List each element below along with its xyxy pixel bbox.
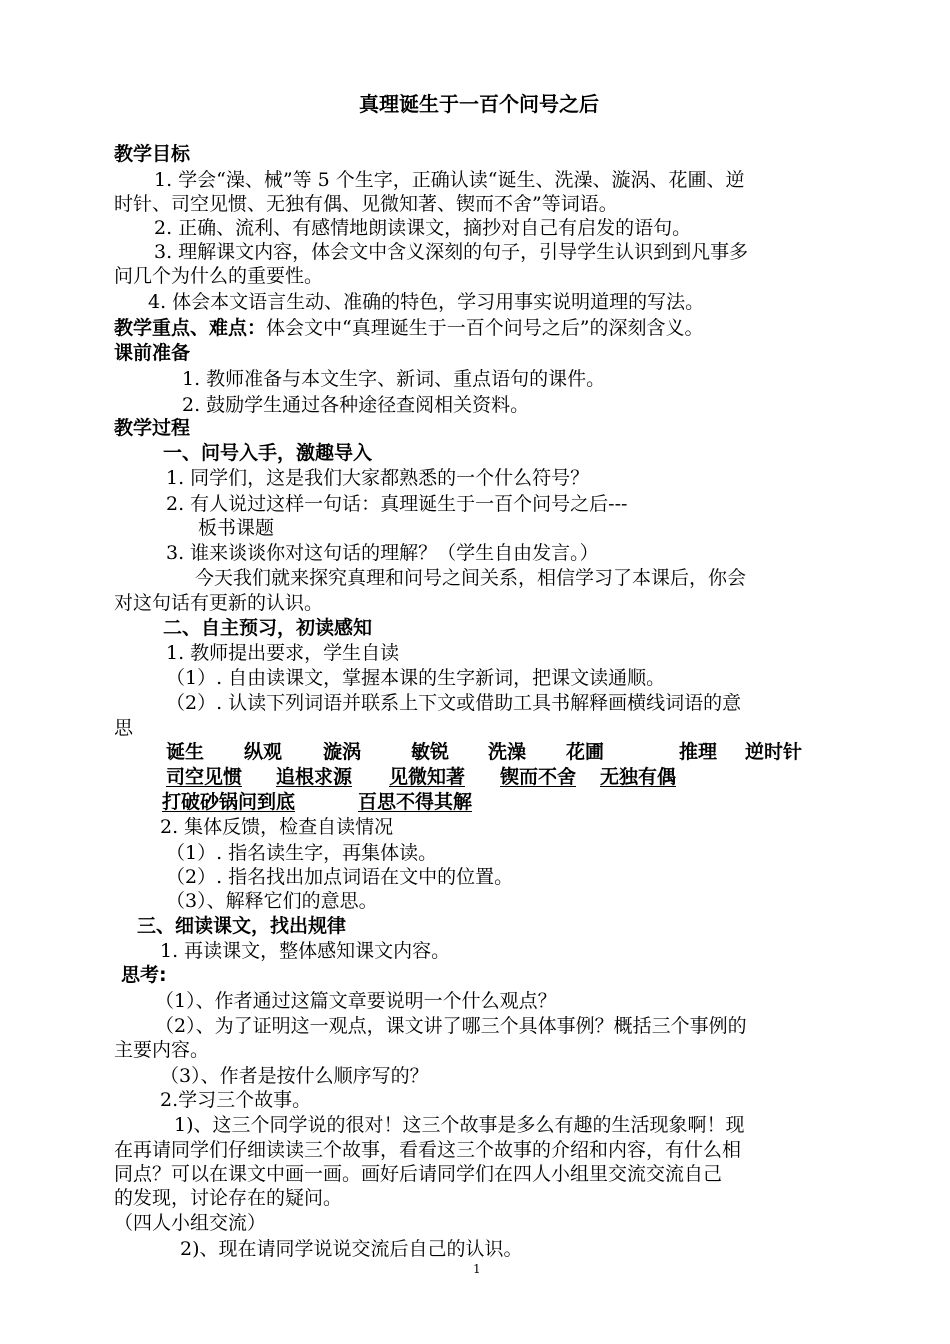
prep-heading: 课前准备 [114,342,191,364]
think-question-3: （3）、作者是按什么顺序写的？ [160,1065,429,1087]
story-step-1-line-4: 的发现，讨论存在的疑问。 [114,1187,343,1209]
part-3-item-1: 1. 再读课文，整体感知课文内容。 [160,940,451,962]
part-2-item-1: 1. 教师提出要求，学生自读 [166,642,400,664]
vocab-word: 推理 [679,741,718,763]
part-2-item-2-sub-1: （1）. 指名读生字，再集体读。 [166,842,438,864]
part-1-item-3: 3. 谁来谈谈你对这句话的理解？（学生自由发言。） [166,542,599,564]
prep-item-2: 2. 鼓励学生通过各种途径查阅相关资料。 [182,394,530,416]
think-question-2-line-1: （2）、为了证明这一观点，课文讲了哪三个具体事例？概括三个事例的 [155,1015,747,1037]
part-2-item-2-sub-3: （3）、解释它们的意思。 [166,890,378,912]
part-1-item-2: 2. 有人说过这样一句话：真理诞生于一百个问号之后--- [166,493,628,515]
goal-3-line-2: 问几个为什么的重要性。 [114,265,324,287]
vocab-word: 洗澡 [488,741,527,763]
part-2-item-1-sub-2-line-1: （2）. 认读下列词语并联系上下文或借助工具书解释画横线词语的意 [166,692,742,714]
part-2-item-2: 2. 集体反馈，检查自读情况 [160,816,394,838]
key-points-text: 体会文中“真理诞生于一百个问号之后”的深刻含义。 [266,317,704,339]
vocab-word: 敏锐 [411,741,450,763]
story-step-1-line-3: 同点？可以在课文中画一画。画好后请同学们在四人小组里交流交流自己 [114,1163,723,1185]
story-step-1-line-1: 1)、这三个同学说的很对！这三个故事是多么有趣的生活现象啊！现 [174,1114,745,1136]
vocab-word: 诞生 [166,741,205,763]
page-title: 真理诞生于一百个问号之后 [359,92,599,116]
page-number: 1 [473,1262,481,1276]
vocab-word-underlined: 锲而不舍 [500,766,577,788]
goal-1-line-1: 1. 学会“澡、械”等 5 个生字，正确认读“诞生、洗澡、漩涡、花圃、逆 [154,169,745,191]
part-1-intro-line-1: 今天我们就来探究真理和问号之间关系，相信学习了本课后，你会 [195,567,747,589]
vocab-word: 逆时针 [745,741,803,763]
part-2-item-1-sub-1: （1）. 自由读课文，掌握本课的生字新词，把课文读通顺。 [166,667,666,689]
think-label: 思考: [121,964,167,986]
vocab-word: 纵观 [244,741,283,763]
part-2-item-2-sub-2: （2）. 指名找出加点词语在文中的位置。 [166,866,514,888]
vocab-word-underlined: 追根求源 [276,766,353,788]
part-1-heading: 一、问号入手，激趣导入 [163,442,373,464]
vocab-word-underlined: 百思不得其解 [358,791,473,813]
vocab-word-underlined: 见微知著 [389,766,466,788]
goal-3-line-1: 3. 理解课文内容，体会文中含义深刻的句子，引导学生认识到到凡事多 [154,241,749,263]
think-question-1: （1）、作者通过这篇文章要说明一个什么观点？ [155,990,557,1012]
goal-1-line-2: 时针、司空见惯、无独有偶、见微知著、锲而不舍”等词语。 [114,193,618,215]
key-points-label: 教学重点、难点： [114,317,267,339]
story-step-1-line-2: 在再请同学们仔细读读三个故事，看看这三个故事的介绍和内容，有什么相 [114,1139,742,1161]
part-1-item-2-board: 板书课题 [198,517,275,539]
goals-heading: 教学目标 [114,143,191,165]
story-step-2: 2)、现在请同学说说交流后自己的认识。 [180,1238,523,1260]
key-points [114,316,703,340]
prep-item-1: 1. 教师准备与本文生字、新词、重点语句的课件。 [182,368,606,390]
vocab-word-underlined: 无独有偶 [600,766,677,788]
goal-2: 2. 正确、流利、有感情地朗读课文，摘抄对自己有启发的语句。 [154,217,692,239]
goal-4: 4. 体会本文语言生动、准确的特色，学习用事实说明道理的写法。 [148,291,705,313]
part-2-heading: 二、自主预习，初读感知 [163,617,373,639]
think-question-2-line-2: 主要内容。 [114,1039,210,1061]
part-3-item-2: 2.学习三个故事。 [160,1089,312,1111]
part-1-intro-line-2: 对这句话有更新的认识。 [114,592,324,614]
vocab-word-underlined: 司空见惯 [166,766,243,788]
part-3-heading: 三、细读课文，找出规律 [137,915,347,937]
process-heading: 教学过程 [114,417,191,439]
vocab-word: 花圃 [566,741,605,763]
vocab-word-underlined: 打破砂锅问到底 [162,791,296,813]
part-2-item-1-sub-2-line-2: 思 [114,717,134,739]
vocab-word: 漩涡 [323,741,362,763]
group-discussion-note: （四人小组交流） [114,1212,267,1234]
part-1-item-1: 1. 同学们，这是我们大家都熟悉的一个什么符号？ [166,467,590,489]
